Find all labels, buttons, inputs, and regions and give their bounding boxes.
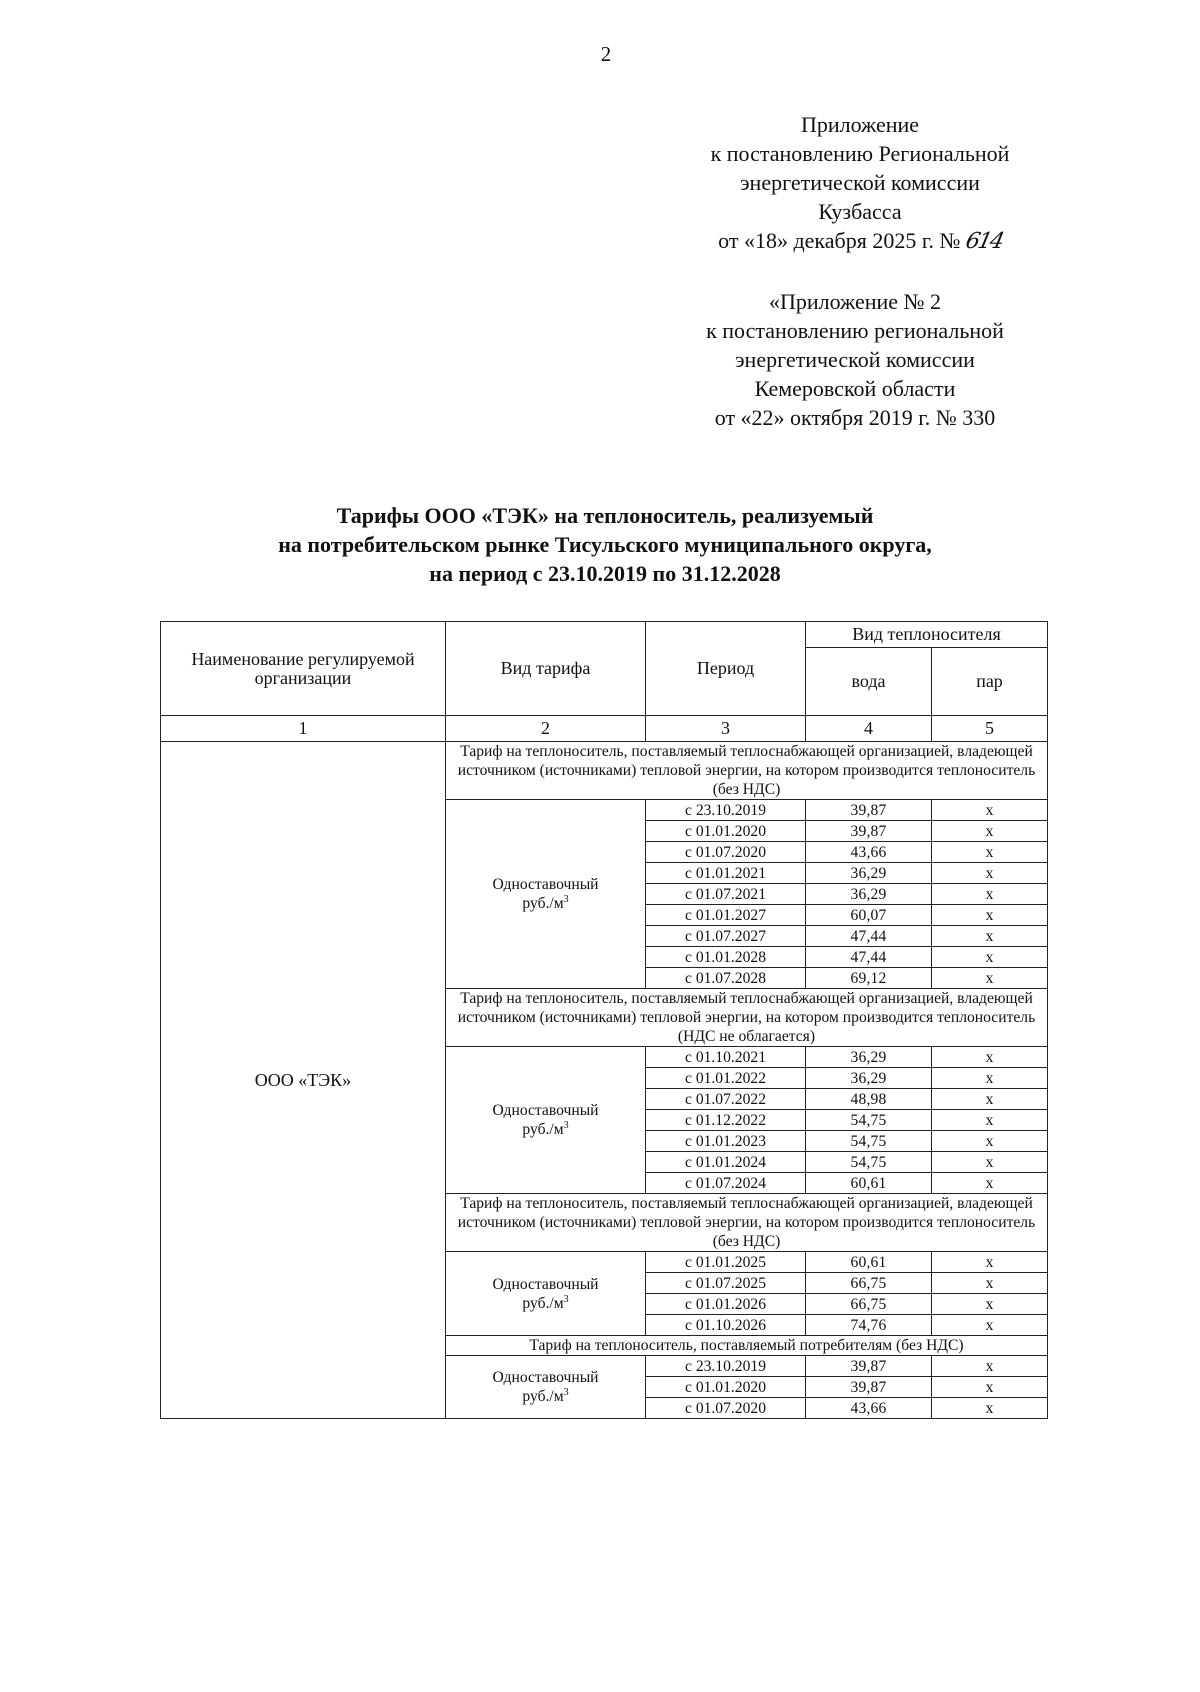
steam-tariff-cell: x	[932, 947, 1048, 968]
steam-tariff-cell: x	[932, 1047, 1048, 1068]
period-cell: с 01.01.2021	[646, 863, 806, 884]
water-tariff-cell: 54,75	[806, 1131, 932, 1152]
water-tariff-cell: 60,61	[806, 1173, 932, 1194]
appendix-current-line: Приложение	[800, 112, 920, 137]
tariff-type-cell	[446, 800, 646, 989]
water-tariff-cell: 39,87	[806, 821, 932, 842]
appendix-current-date-line	[650, 226, 1070, 256]
period-cell: с 01.01.2026	[646, 1294, 806, 1315]
tariff-type-label: Одноставочный	[492, 1275, 599, 1293]
column-number: 1	[161, 716, 446, 742]
water-tariff-cell: 39,87	[806, 800, 932, 821]
water-tariff-cell: 66,75	[806, 1294, 932, 1315]
tariff-unit-exponent: 3	[563, 1293, 569, 1305]
tariff-unit-label	[449, 1387, 642, 1406]
tariff-unit-label	[449, 894, 642, 913]
steam-tariff-cell: x	[932, 1110, 1048, 1131]
appendix-original-line: Кемеровской области	[754, 376, 956, 401]
steam-tariff-cell: x	[932, 821, 1048, 842]
tariff-type-cell	[446, 1047, 646, 1194]
water-tariff-cell: 47,44	[806, 947, 932, 968]
column-number: 3	[646, 716, 806, 742]
period-cell: с 01.12.2022	[646, 1110, 806, 1131]
tariff-unit-exponent: 3	[563, 1387, 569, 1398]
water-tariff-cell: 54,75	[806, 1110, 932, 1131]
period-cell: с 01.01.2020	[646, 821, 806, 842]
steam-tariff-cell: x	[932, 842, 1048, 863]
steam-tariff-cell: x	[932, 1315, 1048, 1336]
period-cell: с 01.01.2022	[646, 1068, 806, 1089]
tariff-unit-label	[449, 1294, 642, 1313]
period-cell: с 01.10.2021	[646, 1047, 806, 1068]
tariff-type-label: Одноставочный	[492, 1369, 599, 1386]
steam-tariff-cell: x	[932, 1398, 1048, 1419]
water-tariff-cell: 66,75	[806, 1273, 932, 1294]
water-tariff-cell: 74,76	[806, 1315, 932, 1336]
water-tariff-cell: 48,98	[806, 1089, 932, 1110]
water-tariff-cell: 60,07	[806, 905, 932, 926]
steam-tariff-cell: x	[932, 884, 1048, 905]
handwritten-document-number: 614	[963, 229, 1005, 254]
water-tariff-cell: 36,29	[806, 1047, 932, 1068]
tariff-unit-exponent: 3	[563, 894, 569, 905]
title-line: на период с 23.10.2019 по 31.12.2028	[429, 561, 781, 586]
appendix-current-line: к постановлению Региональной	[710, 141, 1010, 166]
tariff-unit: руб./м	[522, 1121, 564, 1138]
section-title: Тариф на теплоноситель, поставляемый теплоснабжающей организацией, владеющей источником (источниками) тепловой энергии, на котором производится теплоноситель (без НДС)	[446, 1194, 1048, 1252]
steam-tariff-cell: x	[932, 1294, 1048, 1315]
tariff-unit: руб./м	[522, 1388, 564, 1405]
column-number: 2	[446, 716, 646, 742]
column-number: 4	[806, 716, 932, 742]
period-cell: с 01.07.2022	[646, 1089, 806, 1110]
water-tariff-cell: 43,66	[806, 1398, 932, 1419]
tariff-type-cell	[446, 1252, 646, 1336]
tariff-table	[160, 621, 1048, 1419]
period-cell: с 01.07.2021	[646, 884, 806, 905]
steam-tariff-cell: x	[932, 1377, 1048, 1398]
period-cell: с 01.07.2024	[646, 1173, 806, 1194]
tariff-type-cell	[446, 1356, 646, 1419]
steam-tariff-cell: x	[932, 905, 1048, 926]
appendix-original-line: от «22» октября 2019 г. № 330	[714, 405, 996, 430]
tariff-unit-exponent: 3	[563, 1120, 569, 1131]
tariff-unit: руб./м	[522, 1294, 564, 1312]
period-cell: с 01.01.2028	[646, 947, 806, 968]
steam-tariff-cell: x	[932, 1356, 1048, 1377]
tariff-table-container	[160, 621, 1060, 1419]
section-title: Тариф на теплоноситель, поставляемый теплоснабжающей организацией, владеющей источником (источниками) тепловой энергии, на котором производится теплоноситель (без НДС)	[446, 742, 1048, 800]
water-tariff-cell: 36,29	[806, 1068, 932, 1089]
period-cell: с 01.01.2025	[646, 1252, 806, 1273]
period-cell: с 01.01.2027	[646, 905, 806, 926]
appendix-original-block	[645, 287, 1065, 432]
steam-tariff-cell: x	[932, 1273, 1048, 1294]
title-line: на потребительском рынке Тисульского муниципального округа,	[278, 532, 932, 557]
period-cell: с 23.10.2019	[646, 800, 806, 821]
section-title: Тариф на теплоноситель, поставляемый теплоснабжающей организацией, владеющей источником (источниками) тепловой энергии, на котором производится теплоноситель (НДС не облагается)	[446, 989, 1048, 1047]
water-tariff-cell: 39,87	[806, 1356, 932, 1377]
appendix-current-line: Кузбасса	[818, 199, 902, 224]
steam-tariff-cell: x	[932, 800, 1048, 821]
water-tariff-cell: 54,75	[806, 1152, 932, 1173]
water-tariff-cell: 47,44	[806, 926, 932, 947]
period-cell: с 01.07.2020	[646, 842, 806, 863]
tariff-type-label: Одноставочный	[492, 876, 599, 893]
header-carrier-group: Вид теплоносителя	[806, 622, 1048, 648]
column-number: 5	[932, 716, 1048, 742]
header-water: вода	[806, 648, 932, 716]
steam-tariff-cell: x	[932, 1068, 1048, 1089]
appendix-current-line: энергетической комиссии	[740, 170, 980, 195]
period-cell: с 23.10.2019	[646, 1356, 806, 1377]
water-tariff-cell: 69,12	[806, 968, 932, 989]
steam-tariff-cell: x	[932, 1252, 1048, 1273]
water-tariff-cell: 36,29	[806, 884, 932, 905]
title-line: Тарифы ООО «ТЭК» на теплоноситель, реализуемый	[336, 503, 874, 528]
tariff-type-label: Одноставочный	[492, 1102, 599, 1119]
appendix-current-date: от «18» декабря 2025 г. №	[718, 228, 961, 253]
tariff-unit: руб./м	[522, 895, 564, 912]
water-tariff-cell: 39,87	[806, 1377, 932, 1398]
steam-tariff-cell: x	[932, 1173, 1048, 1194]
water-tariff-cell: 43,66	[806, 842, 932, 863]
steam-tariff-cell: x	[932, 1131, 1048, 1152]
header-org: Наименование регулируемой организации	[161, 622, 446, 716]
section-title: Тариф на теплоноситель, поставляемый потребителям (без НДС)	[446, 1336, 1048, 1356]
appendix-original-line: энергетической комиссии	[735, 347, 975, 372]
header-period: Период	[646, 622, 806, 716]
section-row	[161, 742, 1048, 800]
water-tariff-cell: 60,61	[806, 1252, 932, 1273]
header-steam: пар	[932, 648, 1048, 716]
period-cell: с 01.07.2027	[646, 926, 806, 947]
appendix-current-block	[650, 110, 1070, 256]
header-tariff-type: Вид тарифа	[446, 622, 646, 716]
organization-cell: ООО «ТЭК»	[161, 742, 446, 1419]
steam-tariff-cell: x	[932, 926, 1048, 947]
period-cell: с 01.07.2028	[646, 968, 806, 989]
tariff-unit-label	[449, 1120, 642, 1139]
period-cell: с 01.07.2025	[646, 1273, 806, 1294]
period-cell: с 01.01.2023	[646, 1131, 806, 1152]
period-cell: с 01.10.2026	[646, 1315, 806, 1336]
steam-tariff-cell: x	[932, 1152, 1048, 1173]
period-cell: с 01.07.2020	[646, 1398, 806, 1419]
steam-tariff-cell: x	[932, 1089, 1048, 1110]
period-cell: с 01.01.2024	[646, 1152, 806, 1173]
period-cell: с 01.01.2020	[646, 1377, 806, 1398]
page-number: 2	[600, 42, 612, 66]
appendix-original-line: к постановлению региональной	[706, 318, 1004, 343]
document-title	[150, 501, 1060, 588]
steam-tariff-cell: x	[932, 968, 1048, 989]
appendix-original-line: «Приложение № 2	[768, 289, 942, 314]
water-tariff-cell: 36,29	[806, 863, 932, 884]
steam-tariff-cell: x	[932, 863, 1048, 884]
